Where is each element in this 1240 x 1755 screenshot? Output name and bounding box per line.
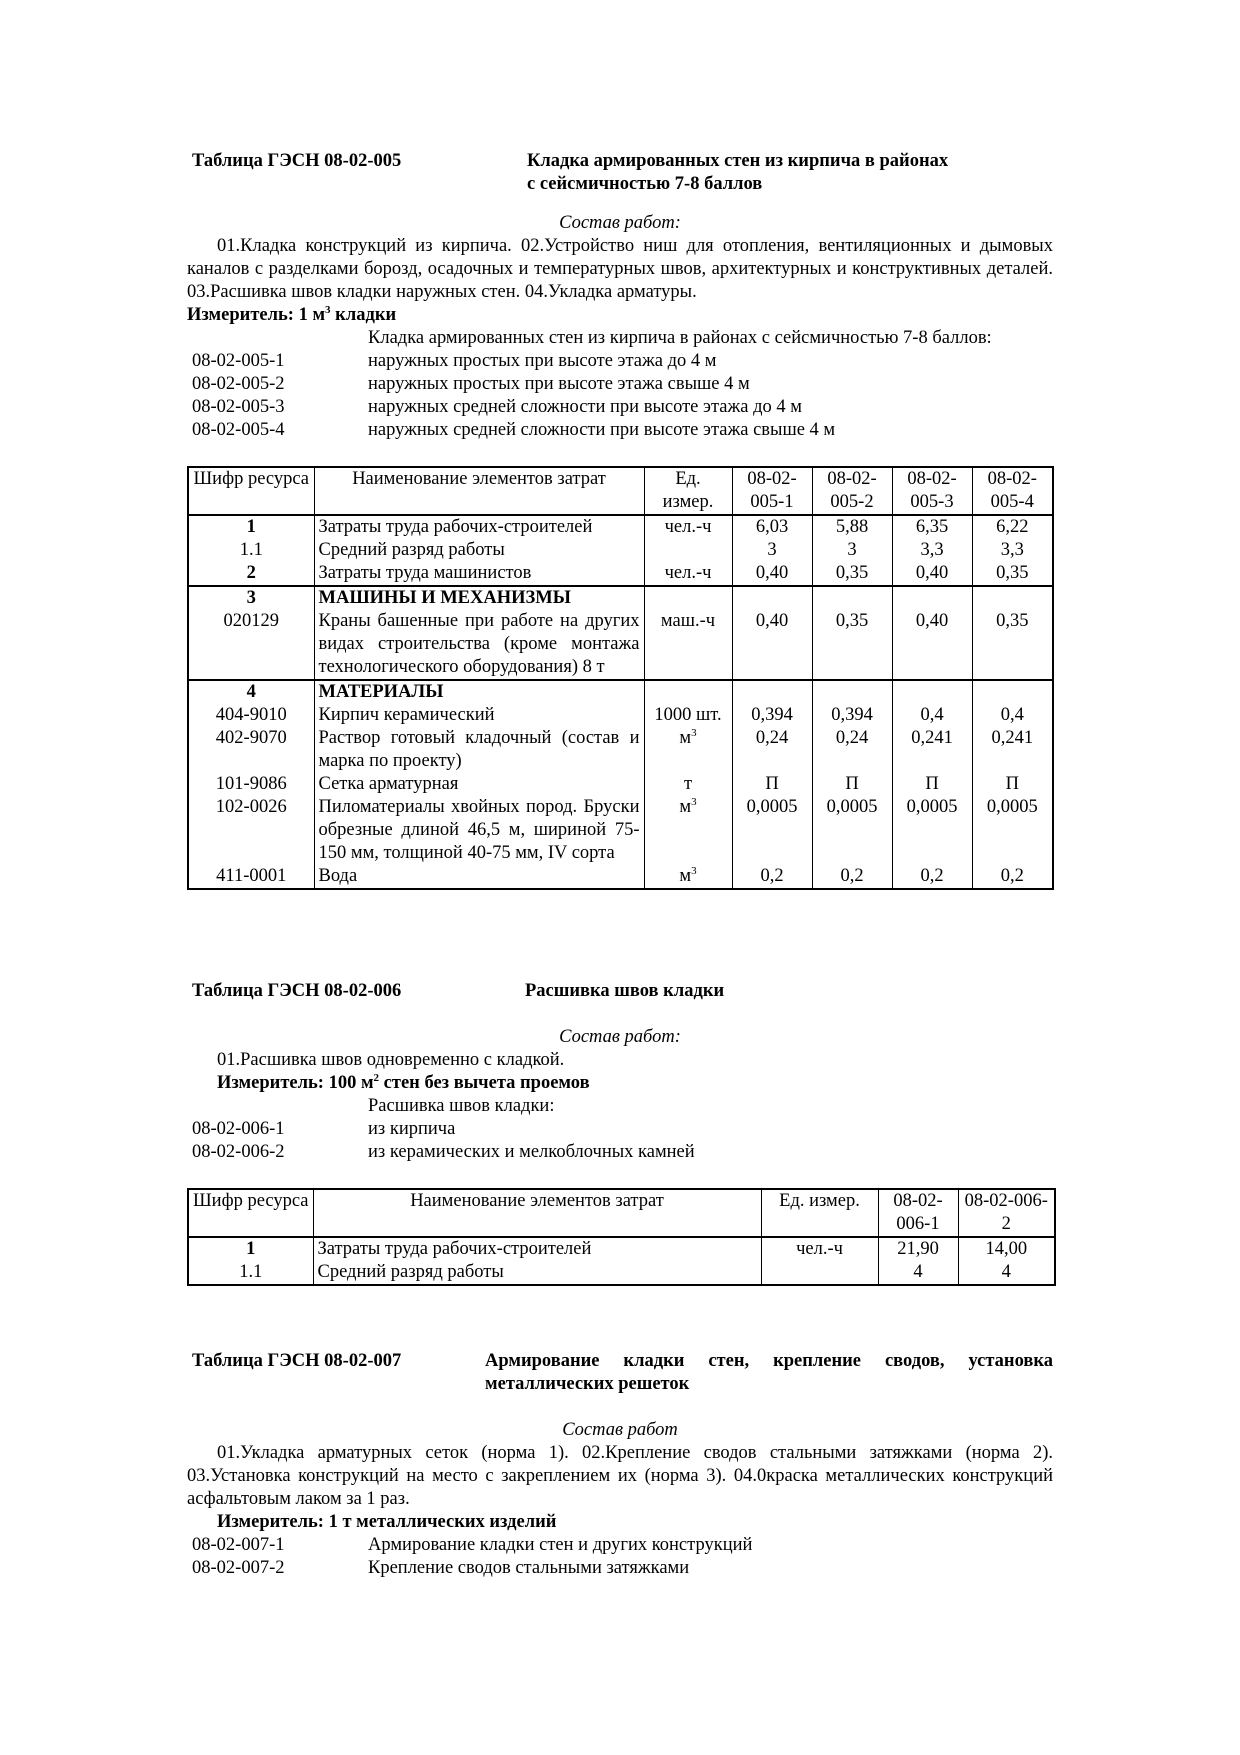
cell-text: 102-0026 [215,797,287,817]
cell-text: 0,241 [911,728,953,748]
norm-value [972,727,1053,773]
norm-row [187,373,1053,396]
cell-text: т [683,774,693,794]
resource-code [188,586,314,610]
table-row [188,539,1053,562]
norm-value [972,610,1053,680]
column-header: Наименование элементов затрат [313,1189,761,1237]
resource-name [314,727,644,773]
resource-name [314,610,644,680]
column-header: 08-02-005-3 [892,467,972,515]
cell-text: 0,0005 [746,797,798,817]
cell-text: 1.1 [239,540,263,560]
sostav-text: 01.Расшивка швов одновременно с кладкой. [217,1050,565,1070]
sostav-label: Состав работ: [559,213,681,233]
cell-text: 0,241 [991,728,1034,748]
norm-code: 08-02-006-1 [192,1119,285,1139]
norm-name: наружных средней сложности при высоте этажа до 4 м [368,397,802,417]
measure-unit: Измеритель: 100 $м^2$ стен без вычета проемов [217,1071,590,1093]
norm-row [187,396,1053,419]
cell-text: 020129 [223,611,279,631]
norm-code: 08-02-005-1 [192,351,285,371]
norm-value [972,865,1053,889]
norm-value [732,562,812,586]
norm-value [972,796,1053,865]
sostav-label: Состав работ [562,1420,678,1440]
column-header: Наименование элементов затрат [314,467,644,515]
norm-name: из кирпича [368,1119,456,1139]
norm-list [187,1534,1053,1580]
resource-name [314,704,644,727]
table-code: Таблица ГЭСН 08-02-007 [192,1351,402,1371]
cell-text: 101-9086 [215,774,287,794]
cell-text: П [845,774,859,794]
norm-list [187,350,1053,442]
resource-code [188,515,314,539]
cell-text: Кирпич керамический [318,705,495,725]
unit-cell [644,773,732,796]
norm-row [187,419,1053,442]
norm-row [187,350,1053,373]
norm-value [892,515,972,539]
cell-text: 1000 шт. [654,705,722,725]
section-header [187,150,1053,196]
table-row [188,865,1053,889]
norm-value [732,704,812,727]
table-row [188,796,1053,865]
resource-name [314,680,644,704]
cell-text: маш.-ч [660,611,716,631]
resource-code: 1 [188,1237,313,1261]
norm-code: 08-02-005-3 [192,397,285,417]
cell-text: 3 [246,588,256,608]
cell-text: Сетка арматурная [318,774,459,794]
norm-value [892,539,972,562]
cell-text: 6,03 [755,517,789,537]
resource-name [314,539,644,562]
table-row [188,562,1053,586]
norm-value [892,586,972,610]
norm-row [187,1141,1053,1164]
norm-value [892,562,972,586]
cell-text: Затраты труда рабочих-строителей [318,517,593,537]
cell-text: 3 [847,540,857,560]
cell-text: 0,394 [831,705,873,725]
resource-name [314,586,644,610]
norm-name: наружных простых при высоте этажа свыше 4 м [368,374,750,394]
cell-text: 3 [767,540,777,560]
resource-name: Затраты труда рабочих-строителей [313,1237,761,1261]
measure-unit: Измеритель: 1 т металлических изделий [217,1512,557,1532]
cell-text: П [765,774,779,794]
resource-name [314,796,644,865]
cell-text: 6,35 [915,517,949,537]
unit-cell [644,515,732,539]
table-row [188,1237,1055,1261]
cell-text: 6,22 [996,517,1029,537]
cell-text: м [679,728,692,748]
norm-intro: Расшивка швов кладки: [368,1096,555,1116]
norm-value [812,586,892,610]
norm-value [972,704,1053,727]
section-08-02-005 [187,150,1053,890]
table-code: Таблица ГЭСН 08-02-005 [192,151,402,171]
cell-text: чел.-ч [664,563,712,583]
norm-name: Армирование кладки стен и других конструкций [368,1535,753,1555]
cell-text: 0,35 [835,611,869,631]
cell-text: Затраты труда машинистов [318,563,532,583]
norm-value [732,727,812,773]
table-header-row [188,467,1053,515]
unit-cell [644,610,732,680]
unit-exponent: 3 [691,795,697,808]
cell-text: 0,40 [915,611,949,631]
unit-cell [644,865,732,889]
norm-value [812,562,892,586]
norm-value [732,515,812,539]
cell-text: 2 [246,563,256,583]
resource-code: 1.1 [188,1261,313,1285]
column-header: 08-02-005-1 [732,467,812,515]
norm-value [732,773,812,796]
norm-code: 08-02-007-1 [192,1535,285,1555]
section-title: Армирование кладки стен, крепление сводов, установка металлических решеток [485,1351,1053,1394]
section-08-02-007 [187,1350,1053,1580]
table-row [188,610,1053,680]
cell-text: 0,40 [915,563,949,583]
norm-intro-row [187,327,1053,350]
unit-exponent: 3 [691,726,697,739]
norm-value [812,610,892,680]
column-header: 08-02-006-2 [958,1189,1055,1237]
measure-unit: Измеритель: 1 $м^3$ кладки [187,303,397,325]
norm-value: 4 [878,1261,958,1285]
norm-value [972,515,1053,539]
norm-name: наружных простых при высоте этажа до 4 м [368,351,717,371]
norm-value [892,865,972,889]
cell-text: 0,0005 [826,797,878,817]
cell-text: 0,35 [996,611,1029,631]
cell-text: 0,0005 [986,797,1038,817]
cell-text: 411-0001 [216,866,287,886]
unit-cell [644,586,732,610]
norm-value [732,586,812,610]
cell-text: МАТЕРИАЛЫ [318,682,444,702]
column-header: 08-02-006-1 [878,1189,958,1237]
resource-code [188,796,314,865]
section-title [527,150,948,196]
norm-intro-row [187,1095,1053,1118]
norm-value [972,539,1053,562]
unit-cell [644,680,732,704]
resource-code [188,562,314,586]
resource-name [314,865,644,889]
norm-code: 08-02-006-2 [192,1142,285,1162]
section-header [187,1350,1053,1396]
cell-text: МАШИНЫ И МЕХАНИЗМЫ [318,588,571,608]
norm-value [812,865,892,889]
cell-text: 0,0005 [906,797,958,817]
norm-value [732,539,812,562]
resource-code [188,865,314,889]
cell-text: 0,2 [920,866,944,886]
norm-value [892,796,972,865]
norm-code: 08-02-005-2 [192,374,285,394]
unit-cell [644,796,732,865]
norm-value [972,586,1053,610]
cell-text: 0,2 [1000,866,1024,886]
cell-text: 0,24 [755,728,789,748]
cell-text: 3,3 [920,540,944,560]
table-row [188,727,1053,773]
norm-name: Крепление сводов стальными затяжками [368,1558,690,1578]
cell-text: 0,24 [835,728,869,748]
column-header: Ед. измер. [644,467,732,515]
column-header: Шифр ресурса [188,1189,313,1237]
norm-value [972,562,1053,586]
table-row [188,586,1053,610]
cell-text: 0,35 [835,563,869,583]
table-header-row [188,1189,1055,1237]
cell-text: м [679,866,692,886]
cell-text: 5,88 [835,517,869,537]
norm-value [972,680,1053,704]
cell-text: П [925,774,939,794]
title-line-1: Кладка армированных стен из кирпича в районах [527,151,949,171]
norm-code: 08-02-005-4 [192,420,285,440]
norm-value [972,773,1053,796]
table-row [188,1261,1055,1285]
cell-text: 0,40 [755,611,789,631]
resource-name: Средний разряд работы [313,1261,761,1285]
unit-cell: чел.-ч [761,1237,878,1261]
cell-text: 404-9010 [215,705,287,725]
cell-text: П [1005,774,1019,794]
cell-text: 0,4 [1000,705,1024,725]
sostav-label: Состав работ: [559,1027,681,1047]
cell-text: 4 [246,682,256,702]
norm-row [187,1118,1053,1141]
norm-value [812,796,892,865]
cell-text: Вода [318,866,358,886]
resource-table-005 [187,466,1054,890]
norm-value [812,773,892,796]
section-title: Расшивка швов кладки [525,981,725,1001]
sostav-text: 01.Укладка арматурных сеток (норма 1). 02.Крепление сводов стальными затяжками (норма 2). 03.Установка конструкций на место с закреплением их (норма 3). 04.0краска металлических конструкций асфальтовым лаком за 1 раз. [187,1443,1053,1509]
norm-value [892,727,972,773]
resource-name [314,562,644,586]
resource-code [188,680,314,704]
cell-text: 0,2 [760,866,784,886]
cell-text: 0,40 [755,563,789,583]
norm-value [812,680,892,704]
unit-cell [761,1261,878,1285]
table-row [188,515,1053,539]
norm-name: из керамических и мелкоблочных камней [368,1142,695,1162]
title-line-2: с сейсмичностью 7-8 баллов [527,174,763,194]
cell-text: Краны башенные при работе на других видах строительства (кроме монтажа технологического оборудования) 8 т [318,611,640,677]
norm-value [812,704,892,727]
norm-list [187,1118,1053,1164]
column-header: Шифр ресурса [188,467,314,515]
unit-exponent: 3 [691,864,697,877]
norm-value [812,515,892,539]
table-code: Таблица ГЭСН 08-02-006 [192,981,402,1001]
norm-value [732,610,812,680]
resource-name [314,515,644,539]
cell-text: 0,2 [840,866,864,886]
norm-value [732,865,812,889]
norm-row [187,1557,1053,1580]
table-row [188,704,1053,727]
section-08-02-006 [187,980,1053,1286]
resource-name [314,773,644,796]
cell-text: Средний разряд работы [318,540,505,560]
norm-value [892,680,972,704]
unit-cell [644,562,732,586]
table-row [188,680,1053,704]
norm-name: наружных средней сложности при высоте этажа свыше 4 м [368,420,836,440]
norm-code: 08-02-007-2 [192,1558,285,1578]
norm-value [812,539,892,562]
norm-row [187,1534,1053,1557]
resource-code [188,610,314,680]
unit-cell [644,539,732,562]
cell-text: м [679,797,692,817]
table-row [188,773,1053,796]
resource-table-006 [187,1188,1056,1286]
cell-text: 3,3 [1000,540,1024,560]
column-header: 08-02-005-2 [812,467,892,515]
norm-value [732,680,812,704]
norm-value [892,704,972,727]
column-header: Ед. измер. [761,1189,878,1237]
norm-value [892,773,972,796]
cell-text: 402-9070 [215,728,287,748]
resource-code [188,704,314,727]
norm-value [892,610,972,680]
norm-intro: Кладка армированных стен из кирпича в районах с сейсмичностью 7-8 баллов: [368,328,992,348]
unit-cell [644,727,732,773]
norm-value: 21,90 [878,1237,958,1261]
column-header: 08-02-005-4 [972,467,1053,515]
norm-value: 14,00 [958,1237,1055,1261]
norm-value [812,727,892,773]
cell-text: 0,4 [920,705,944,725]
cell-text: 0,394 [751,705,793,725]
norm-value [732,796,812,865]
cell-text: Раствор готовый кладочный (состав и марка по проекту) [318,728,640,771]
cell-text: Пиломатериалы хвойных пород. Бруски обрезные длиной 46,5 м, шириной 75-150 мм, толщиной 40-75 мм, IV сорта [318,797,640,863]
sostav-text: 01.Кладка конструкций из кирпича. 02.Устройство ниш для отопления, вентиляционных и дымовых каналов с разделками борозд, осадочных и температурных швов, архитектурных и конструктивных деталей. 03.Расшивка швов кладки наружных стен. 04.Укладка арматуры. [187,236,1053,302]
resource-code [188,539,314,562]
cell-text: чел.-ч [664,517,712,537]
resource-code [188,727,314,773]
resource-code [188,773,314,796]
norm-value: 4 [958,1261,1055,1285]
cell-text: 0,35 [996,563,1029,583]
cell-text: 1 [246,517,256,537]
section-header [187,980,1053,1003]
unit-cell [644,704,732,727]
